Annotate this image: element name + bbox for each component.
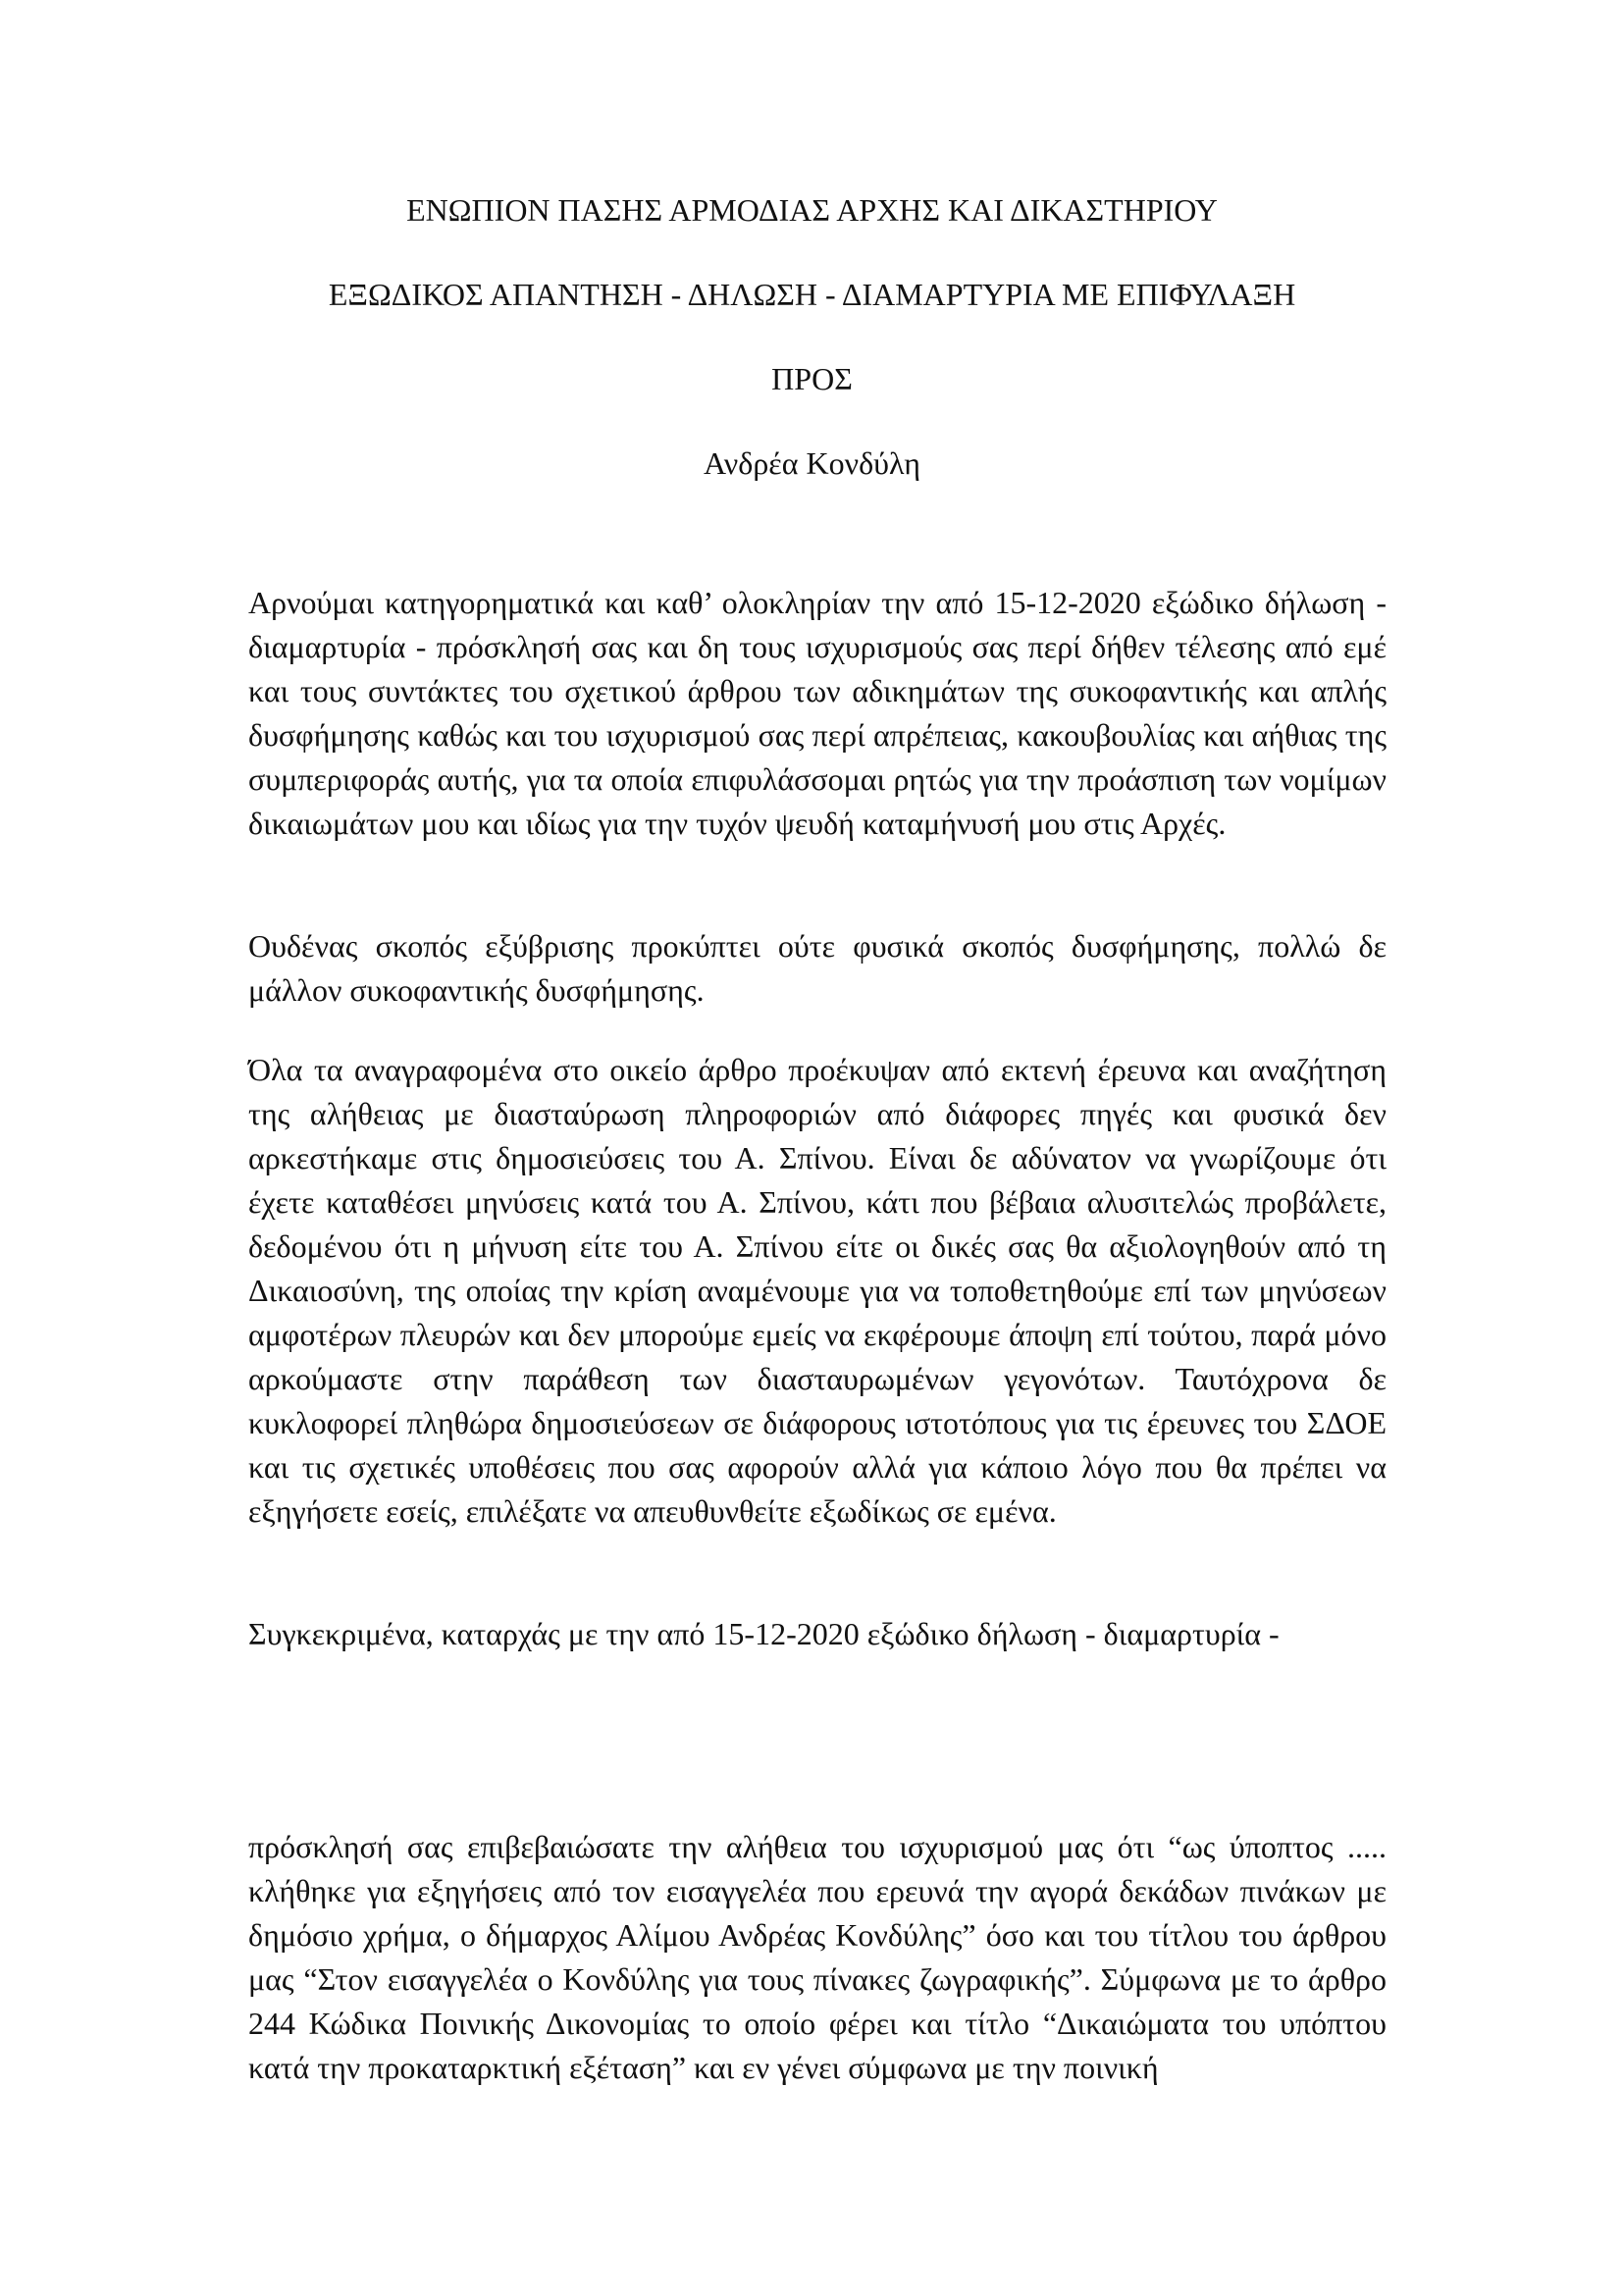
paragraph-no-intent: Ουδένας σκοπός εξύβρισης προκύπτει ούτε φυσικά σκοπός δυσφήμησης, πολλώ δε μάλλον συκοφαντικής δυσφήμησης. [248,928,1387,1008]
paragraph-specifically: Συγκεκριμένα, καταρχάς με την από 15-12-2020 εξώδικο δήλωση - διαμαρτυρία - [248,1616,1280,1651]
heading-authority: ΕΝΩΠΙΟΝ ΠΑΣΗΣ ΑΡΜΟΔΙΑΣ ΑΡΧΗΣ ΚΑΙ ΔΙΚΑΣΤΗΡΙΟΥ [406,192,1218,228]
paragraph-continuation: πρόσκλησή σας επιβεβαιώσατε την αλήθεια του ισχυρισμού μας ότι “ως ύποπτος ..... κλήθηκε για εξηγήσεις από τον εισαγγελέα που ερευνά την αγορά δεκάδων πινάκων με δημόσιο χρήμα, ο δήμαρχος Αλίμου Ανδρέας Κονδύλης” όσο και του τίτλου του άρθρου μας “Στον εισαγγελέα ο Κονδύλης για τους πίνακες ζωγραφικής”. Σύμφωνα με το άρθρο 244 Κώδικα Ποινικής Δικονομίας το οποίο φέρει και τίτλο “Δικαιώματα του υπόπτου κατά την προκαταρκτική εξέταση” και εν γένει σύμφωνα με την ποινική [248,1829,1387,2085]
heading-to: ΠΡΟΣ [771,361,853,396]
heading-document-type: ΕΞΩΔΙΚΟΣ ΑΠΑΝΤΗΣΗ - ΔΗΛΩΣΗ - ΔΙΑΜΑΡΤΥΡΙΑ ΜΕ ΕΠΙΦΥΛΑΞΗ [328,277,1296,312]
paragraph-denial: Αρνούμαι κατηγορηματικά και καθ’ ολοκληρίαν την από 15-12-2020 εξώδικο δήλωση - διαμαρτυρία - πρόσκλησή σας και δη τους ισχυρισμούς σας περί δήθεν τέλεσης από εμέ και τους συντάκτες του σχετικού άρθρου των αδικημάτων της συκοφαντικής και απλής δυσφήμησης καθώς και του ισχυρισμού σας περί απρέπειας, κακουβουλίας και αήθιας της συμπεριφοράς αυτής, για τα οποία επιφυλάσσομαι ρητώς για την προάσπιση των νομίμων δικαιωμάτων μου και ιδίως για την τυχόν ψευδή καταμήνυσή μου στις Αρχές. [248,585,1387,841]
paragraph-research: Όλα τα αναγραφομένα στο οικείο άρθρο προέκυψαν από εκτενή έρευνα και αναζήτηση της αλήθειας με διασταύρωση πληροφοριών από διάφορες πηγές και φυσικά δεν αρκεστήκαμε στις δημοσιεύσεις του Α. Σπίνου. Είναι δε αδύνατον να γνωρίζουμε ότι έχετε καταθέσει μηνύσεις κατά του Α. Σπίνου, κάτι που βέβαια αλυσιτελώς προβάλετε, δεδομένου ότι η μήνυση είτε του Α. Σπίνου είτε οι δικές σας θα αξιολογηθούν από τη Δικαιοσύνη, της οποίας την κρίση αναμένουμε για να τοποθετηθούμε επί των μηνύσεων αμφοτέρων πλευρών και δεν μπορούμε εμείς να εκφέρουμε άποψη επί τούτου, παρά μόνο αρκούμαστε στην παράθεση των διασταυρωμένων γεγονότων. Ταυτόχρονα δε κυκλοφορεί πληθώρα δημοσιεύσεων σε διάφορους ιστοτόπους για τις έρευνες του ΣΔΟΕ και τις σχετικές υποθέσεις που σας αφορούν αλλά για κάποιο λόγο που θα πρέπει να εξηγήσετε εσείς, επιλέξατε να απευθυνθείτε εξωδίκως σε εμένα. [248,1052,1387,1529]
recipient-name: Ανδρέα Κονδύλη [704,445,920,481]
